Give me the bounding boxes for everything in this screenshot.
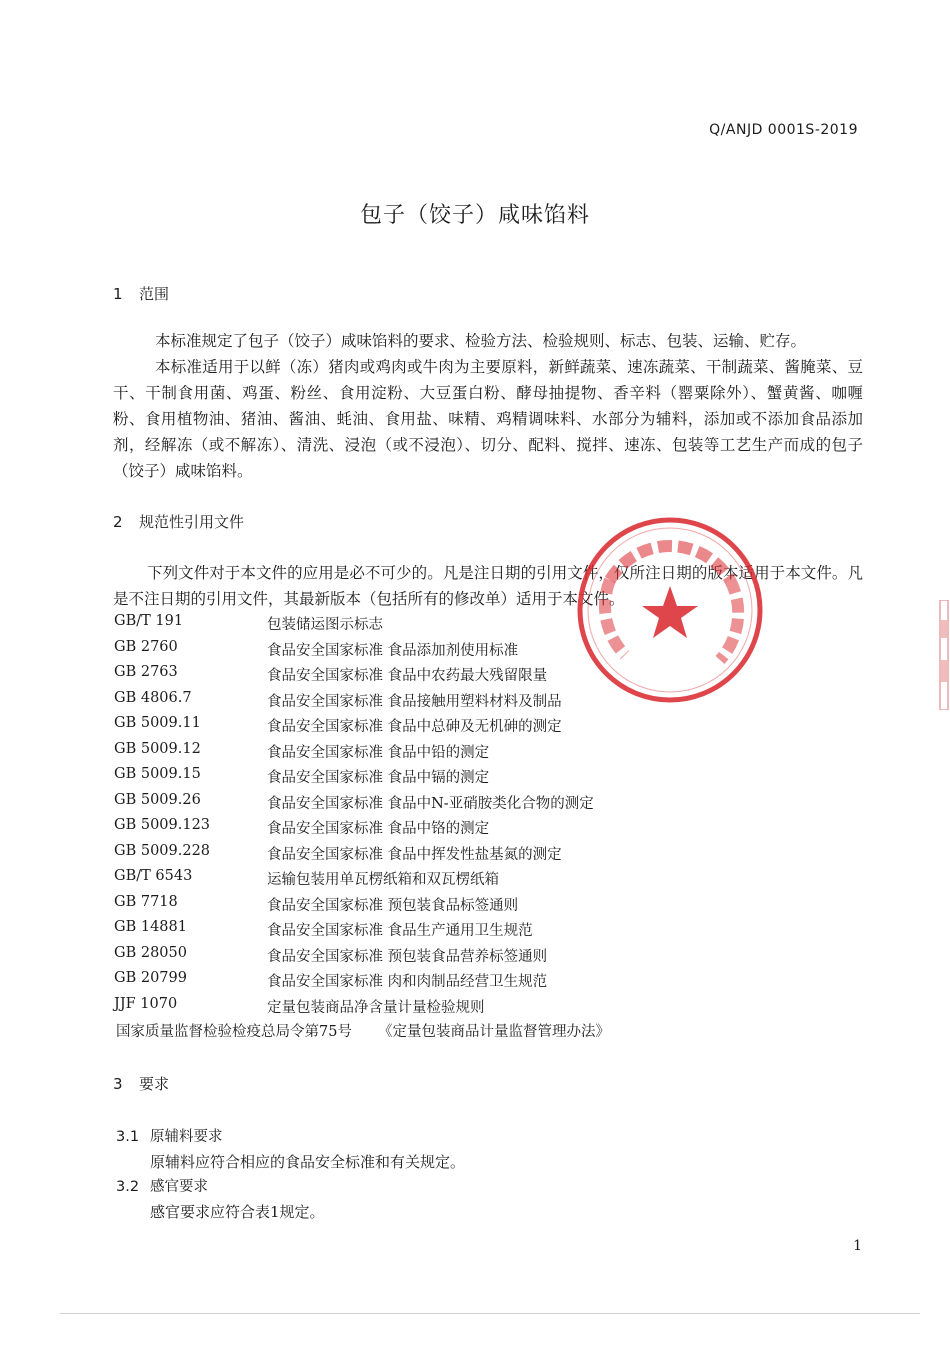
reference-title: 食品安全国家标准 预包装食品标签通则 (267, 898, 519, 914)
reference-title: 食品安全国家标准 食品生产通用卫生规范 (267, 923, 533, 939)
subsection-3-2-text: 感官要求应符合表1规定。 (150, 1203, 325, 1221)
edge-seal-fragment (938, 600, 950, 710)
reference-code: JJF 1070 (114, 996, 178, 1012)
scope-paragraph-1: 本标准规定了包子（饺子）咸味馅料的要求、检验方法、检验规则、标志、包装、运输、贮存。 (155, 332, 807, 350)
section-title: 要求 (139, 1075, 170, 1093)
subsection-number: 3.1 (116, 1129, 140, 1145)
section-1-heading (113, 283, 169, 304)
decree-issuer: 国家质量监督检验检疫总局令第75号 (116, 1024, 352, 1040)
reference-title: 食品安全国家标准 食品中镉的测定 (267, 770, 490, 786)
decree-title: 《定量包装商品计量监督管理办法》 (377, 1024, 610, 1040)
reference-code: GB 5009.26 (114, 792, 201, 808)
section-2-heading (113, 511, 244, 532)
reference-title: 食品安全国家标准 食品中总砷及无机砷的测定 (267, 719, 562, 735)
reference-code: GB 5009.123 (114, 817, 211, 833)
reference-title: 食品安全国家标准 食品中农药最大残留限量 (267, 668, 548, 684)
reference-title: 食品安全国家标准 食品添加剂使用标准 (267, 643, 519, 659)
subsection-3-1-heading (116, 1125, 223, 1146)
reference-title: 食品安全国家标准 食品中铅的测定 (267, 745, 490, 761)
reference-code: GB 2763 (114, 664, 178, 680)
reference-title: 运输包装用单瓦楞纸箱和双瓦楞纸箱 (267, 872, 499, 888)
subsection-3-1-text: 原辅料应符合相应的食品安全标准和有关规定。 (150, 1153, 466, 1171)
reference-title: 食品安全国家标准 食品中铬的测定 (267, 821, 490, 837)
subsection-title: 原辅料要求 (150, 1129, 223, 1145)
subsection-title: 感官要求 (150, 1179, 208, 1195)
section-number: 3 (113, 1075, 123, 1093)
reference-code: GB 5009.11 (114, 715, 201, 731)
subsection-3-2-heading (116, 1175, 208, 1196)
reference-title: 包装储运图示标志 (267, 617, 383, 633)
decree-reference (116, 1020, 610, 1041)
reference-code: GB 5009.15 (114, 766, 201, 782)
references-intro: 下列文件对于本文件的应用是必不可少的。凡是注日期的引用文件，仅所注日期的版本适用于本文件。凡是不注日期的引用文件，其最新版本（包括所有的修改单）适用于本文件。 (113, 564, 863, 608)
section-number: 1 (113, 285, 123, 303)
subsection-number: 3.2 (116, 1179, 140, 1195)
reference-code: GB 20799 (114, 970, 187, 986)
document-title: 包子（饺子）咸味馅料 (359, 203, 590, 228)
footer-divider (60, 1313, 920, 1314)
page-number: 1 (853, 1238, 862, 1254)
scope-paragraph-2: 本标准适用于以鲜（冻）猪肉或鸡肉或牛肉为主要原料，新鲜蔬菜、速冻蔬菜、干制蔬菜、酱腌菜、豆干、干制食用菌、鸡蛋、粉丝、食用淀粉、大豆蛋白粉、酵母抽提物、香辛料（罂粟除外）、蟹黄酱、咖喱粉、食用植物油、猪油、酱油、蚝油、食用盐、味精、鸡精调味料、水部分为辅料，添加或不添加食品添加剂，经解冻（或不解冻）、清洗、浸泡（或不浸泡）、切分、配料、搅拌、速冻、包装等工艺生产而成的包子（饺子）咸味馅料。 (113, 358, 863, 480)
reference-title: 食品安全国家标准 肉和肉制品经营卫生规范 (267, 974, 548, 990)
reference-code: GB 28050 (114, 945, 187, 961)
section-3-heading (113, 1073, 169, 1094)
section-number: 2 (113, 513, 123, 531)
reference-title: 食品安全国家标准 食品接触用塑料材料及制品 (267, 694, 562, 710)
reference-code: GB 4806.7 (114, 690, 192, 706)
reference-code: GB 7718 (114, 894, 178, 910)
company-stamp (570, 510, 770, 710)
section-title: 范围 (139, 285, 170, 303)
reference-code: GB 5009.12 (114, 741, 201, 757)
reference-code: GB/T 191 (114, 613, 184, 629)
reference-title: 食品安全国家标准 食品中N-亚硝胺类化合物的测定 (267, 796, 594, 812)
star-icon (642, 586, 698, 638)
section-title: 规范性引用文件 (139, 513, 245, 531)
reference-code: GB 2760 (114, 639, 178, 655)
reference-code: GB 5009.228 (114, 843, 211, 859)
reference-code: GB 14881 (114, 919, 187, 935)
reference-title: 定量包装商品净含量计量检验规则 (267, 1000, 485, 1016)
document-code: Q/ANJD 0001S-2019 (709, 122, 858, 138)
reference-title: 食品安全国家标准 预包装食品营养标签通则 (267, 949, 548, 965)
reference-code: GB/T 6543 (114, 868, 193, 884)
reference-title: 食品安全国家标准 食品中挥发性盐基氮的测定 (267, 847, 562, 863)
